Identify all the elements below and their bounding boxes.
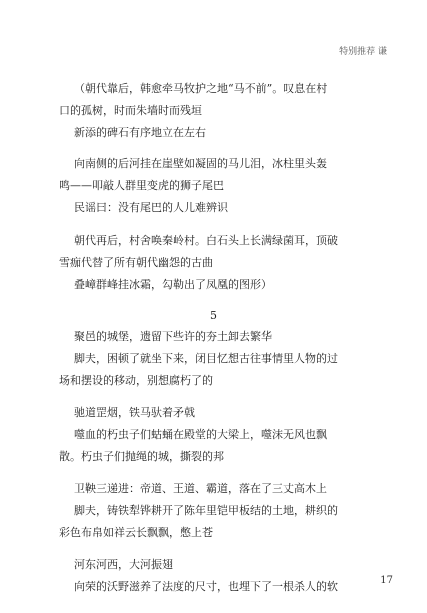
body-line: 聚邑的城堡，遗留下些许的夯土卸去繁华 (74, 330, 272, 343)
running-header: 特别推荐 谦 (339, 47, 387, 57)
body-line: 向荣的沃野滋养了法度的尺寸，也埋下了一根杀人的软 (74, 580, 338, 593)
body-line: 向南侧的后河挂在崖壁如凝固的马儿泪，冰柱里头轰 (74, 157, 327, 170)
body-line: 噬血的朽虫子们蛄蛹在殿堂的大梁上，噬沫无风也飘 (74, 428, 327, 441)
body-line: 新添的碑石有序地立在左右 (74, 126, 206, 139)
body-line: 彩色布帛如祥云长飘飘，憋上苍 (59, 526, 213, 539)
body-line: 散。朽虫子们抛绳的城，撕裂的邦 (59, 450, 224, 463)
body-line: 脚夫，铸铁犁铧耕开了陈年里铠甲板结的土地，耕织的 (74, 504, 338, 517)
body-line: （朝代靠后，韩愈牵马牧护之地“马不前”。叹息在村 (74, 82, 328, 95)
body-line: 驰道罡烟，铁马驮着矛戟 (74, 406, 195, 419)
body-line: 雪痂代替了所有朝代幽怨的古曲 (59, 256, 213, 269)
body-line: 河东河西，大河振翅 (74, 558, 173, 571)
body-line: 脚夫，困顿了就坐下来，闭目忆想古往事情里人物的过 (74, 352, 338, 365)
body-line: 民谣曰：没有尾巴的人儿难辨识 (74, 201, 228, 214)
body-line: 叠嶂群峰挂冰霜，勾勒出了凤凰的图形） (74, 278, 272, 291)
body-line: 鸣——叩敲人群里变虎的狮子尾巴 (59, 179, 224, 192)
section-number: 5 (210, 309, 217, 322)
body-line: 朝代再后，村舍唤秦岭村。白石头上长满绿菌耳，顶破 (74, 234, 338, 247)
body-line: 口的孤树，时而朱墙时而残垣 (59, 104, 202, 117)
page-number: 17 (380, 575, 393, 586)
body-line: 场和摆设的移动，别想腐朽了的 (59, 374, 213, 387)
body-line: 卫鞅三递进：帝道、王道、霸道，落在了三丈高木上 (74, 482, 327, 495)
